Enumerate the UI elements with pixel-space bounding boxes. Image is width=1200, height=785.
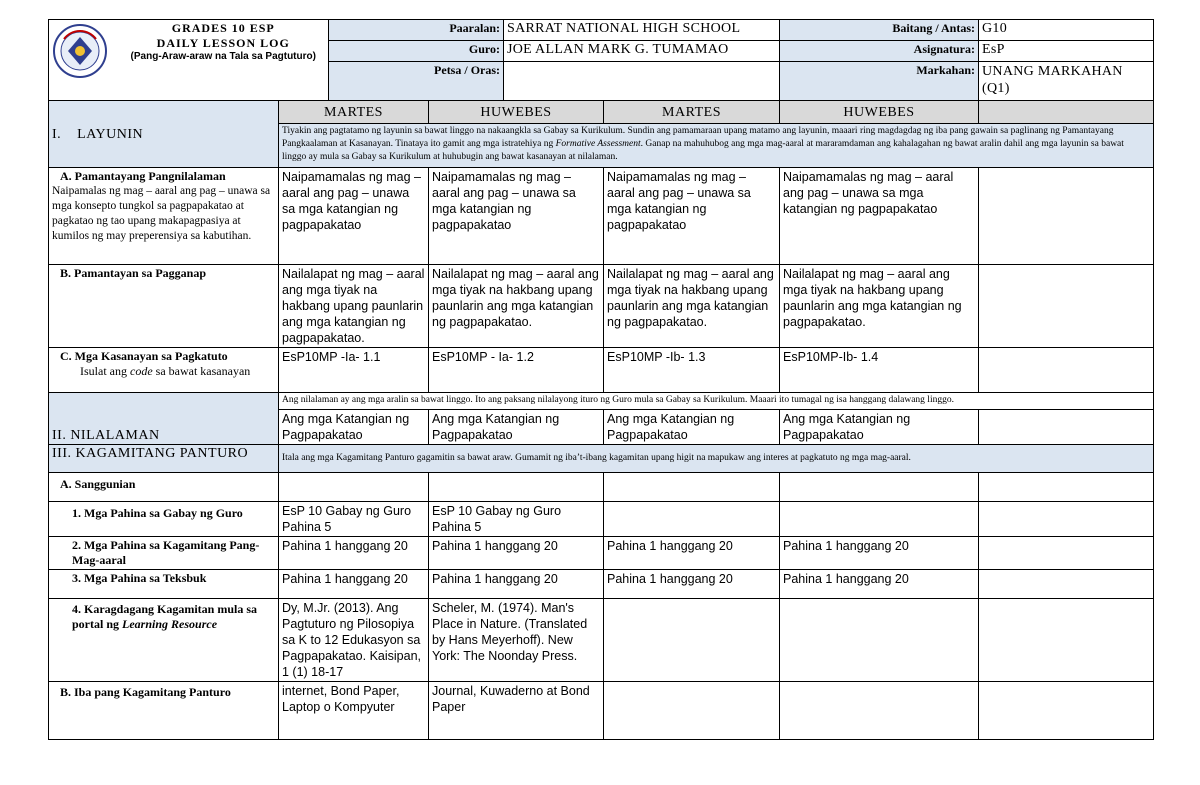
teksbuk-label-cell [49, 570, 279, 599]
guro-label: Guro: [329, 41, 504, 62]
sanggunian-cell-2 [429, 473, 604, 502]
karagdagan-cell-2: Scheler, M. (1974). Man's Place in Nature. (Translated by Hans Meyerhoff). New York: The Noonday Press. [429, 599, 604, 682]
kagamitang-pang-cell-2: Pahina 1 hanggang 20 [429, 537, 604, 570]
kasanayan-label-cell [49, 348, 279, 393]
day-header-5 [979, 101, 1154, 124]
pangnilalaman-cell-3: Naipamamalas ng mag – aaral ang pag – unawa sa mga katangian ng pagpapakatao [604, 168, 780, 265]
logo-cell [49, 20, 119, 101]
baitang-label: Baitang / Antas: [780, 20, 979, 41]
title-cell [119, 20, 329, 101]
kasanayan-cell-4: EsP10MP-Ib- 1.4 [780, 348, 979, 393]
iba-pa-cell-1: internet, Bond Paper, Laptop o Kompyuter [279, 682, 429, 740]
deped-seal-icon [52, 21, 108, 81]
gabay-cell-5 [979, 502, 1154, 537]
kasanayan-cell-5 [979, 348, 1154, 393]
teksbuk-cell-4: Pahina 1 hanggang 20 [780, 570, 979, 599]
dll-table [48, 19, 1154, 740]
markahan-label: Markahan: [780, 62, 979, 101]
kagamitan-note: Itala ang mga Kagamitang Panturo gagamitin sa bawat araw. Gumamit ng iba’t-ibang kagamitan upang higit na mapukaw ang interes at pagkatuto ng mga mag-aaral. [279, 445, 1154, 473]
day-header-4: HUWEBES [780, 101, 979, 124]
nilalaman-heading: II. NILALAMAN [52, 428, 160, 443]
pagganap-label-cell [49, 265, 279, 348]
karagdagan-label-cell [49, 599, 279, 682]
kagamitang-pang-cell-3: Pahina 1 hanggang 20 [604, 537, 780, 570]
guro-value: JOE ALLAN MARK G. TUMAMAO [504, 41, 780, 62]
kasanayan-cell-2: EsP10MP - Ia- 1.2 [429, 348, 604, 393]
kasanayan-cell-1: EsP10MP -Ia- 1.1 [279, 348, 429, 393]
sanggunian-cell-1 [279, 473, 429, 502]
iba-pa-cell-2: Journal, Kuwaderno at Bond Paper [429, 682, 604, 740]
gabay-label-cell [49, 502, 279, 537]
pangnilalaman-cell-1: Naipamamalas ng mag – aaral ang pag – unawa sa mga katangian ng pagpapakatao [279, 168, 429, 265]
nilalaman-cell-3: Ang mga Katangian ng Pagpapakatao [604, 410, 780, 445]
pangnilalaman-label: A. Pamantayang Pangnilalaman [60, 169, 226, 183]
nilalaman-cell-5 [979, 410, 1154, 445]
iba-pa-label: B. Iba pang Kagamitang Panturo [60, 685, 231, 699]
pagganap-cell-5 [979, 265, 1154, 348]
sanggunian-cell-5 [979, 473, 1154, 502]
kasanayan-desc: Isulat ang code sa bawat kasanayan [80, 364, 251, 378]
karagdagan-cell-5 [979, 599, 1154, 682]
gabay-cell-2: EsP 10 Gabay ng Guro Pahina 5 [429, 502, 604, 537]
pagganap-cell-1: Nailalapat ng mag – aaral ang mga tiyak na hakbang upang paunlarin ang mga katangian ng pagpapakatao. [279, 265, 429, 348]
sanggunian-label: A. Sanggunian [60, 477, 136, 491]
teksbuk-cell-5 [979, 570, 1154, 599]
karagdagan-cell-4 [780, 599, 979, 682]
sanggunian-cell-3 [604, 473, 780, 502]
title-dll: DAILY LESSON LOG [156, 36, 290, 50]
pangnilalaman-cell-2: Naipamamalas ng mag – aaral ang pag – unawa sa mga katangian ng pagpapakatao [429, 168, 604, 265]
teksbuk-cell-3: Pahina 1 hanggang 20 [604, 570, 780, 599]
asignatura-value: EsP [979, 41, 1154, 62]
teksbuk-cell-2: Pahina 1 hanggang 20 [429, 570, 604, 599]
kasanayan-cell-3: EsP10MP -Ib- 1.3 [604, 348, 780, 393]
day-header-2: HUWEBES [429, 101, 604, 124]
markahan-value: UNANG MARKAHAN (Q1) [979, 62, 1154, 101]
layunin-heading: I. LAYUNIN [52, 126, 144, 142]
title-grades: GRADES 10 ESP [171, 21, 275, 35]
pangnilalaman-label-cell [49, 168, 279, 265]
sanggunian-cell-4 [780, 473, 979, 502]
iba-pa-cell-5 [979, 682, 1154, 740]
iba-pa-cell-4 [780, 682, 979, 740]
pangnilalaman-desc: Naipamalas ng mag – aaral ang pag – unawa sa mga konsepto tungkol sa pagpapakatao at pagkatao ng tao upang makapagpasiya at kumilos ng may preperensiya sa kabutihan. [52, 185, 271, 242]
gabay-cell-1: EsP 10 Gabay ng Guro Pahina 5 [279, 502, 429, 537]
teksbuk-label: 3. Mga Pahina sa Teksbuk [72, 571, 207, 585]
gabay-cell-4 [780, 502, 979, 537]
paaralan-value: SARRAT NATIONAL HIGH SCHOOL [504, 20, 780, 41]
petsa-value [504, 62, 780, 101]
iba-pa-label-cell [49, 682, 279, 740]
asignatura-label: Asignatura: [780, 41, 979, 62]
paaralan-label: Paaralan: [329, 20, 504, 41]
gabay-cell-3 [604, 502, 780, 537]
petsa-label: Petsa / Oras: [329, 62, 504, 101]
iba-pa-cell-3 [604, 682, 780, 740]
kagamitan-heading-cell [49, 445, 279, 473]
kagamitang-pang-cell-1: Pahina 1 hanggang 20 [279, 537, 429, 570]
title-subtitle: (Pang-Araw-araw na Tala sa Pagtuturo) [130, 51, 316, 62]
pangnilalaman-cell-5 [979, 168, 1154, 265]
pagganap-cell-3: Nailalapat ng mag – aaral ang mga tiyak na hakbang upang paunlarin ang mga katangian ng pagpapakatao. [604, 265, 780, 348]
kagamitang-pang-cell-4: Pahina 1 hanggang 20 [780, 537, 979, 570]
gabay-label: 1. Mga Pahina sa Gabay ng Guro [72, 506, 243, 520]
nilalaman-note: Ang nilalaman ay ang mga aralin sa bawat linggo. Ito ang paksang nilalayong ituro ng Guro mula sa Gabay sa Kurikulum. Maaari ito tumagal ng isa hanggang dalawang linggo. [279, 393, 1154, 410]
kagamitang-pang-cell-5 [979, 537, 1154, 570]
karagdagan-label: 4. Karagdagang Kagamitan mula sa portal ng Learning Resource [72, 602, 258, 631]
kagamitan-heading: III. KAGAMITANG PANTURO [52, 446, 249, 461]
pagganap-cell-4: Nailalapat ng mag – aaral ang mga tiyak na hakbang upang paunlarin ang mga katangian ng pagpapakatao. [780, 265, 979, 348]
layunin-note: Tiyakin ang pagtatamo ng layunin sa bawat linggo na nakaangkla sa Gabay sa Kurikulum. Sundin ang pamamaraan upang matamo ang layunin, maaari ring magdagdag ng iba pang gawain sa paglinang ng Pamantayang Pangkaalaman at Kasanayan. Tinataya ito gamit ang mga istratehiya ng Formative Assessment. Ganap na mahuhubog ang mga mag-aaral at mararamdaman ang kahalagahan ng bawat aralin dahil ang mga layunin sa bawat linggo ay mula sa Gabay sa Kurikulum at huhubugin ang bawat kasanayan at nilalaman. [279, 124, 1154, 168]
nilalaman-cell-1: Ang mga Katangian ng Pagpapakatao [279, 410, 429, 445]
nilalaman-cell-4: Ang mga Katangian ng Pagpapakatao [780, 410, 979, 445]
kagamitang-pang-label-cell [49, 537, 279, 570]
nilalaman-heading-cell [49, 393, 279, 445]
baitang-value: G10 [979, 20, 1154, 41]
sanggunian-label-cell [49, 473, 279, 502]
day-header-1: MARTES [279, 101, 429, 124]
pagganap-cell-2: Nailalapat ng mag – aaral ang mga tiyak na hakbang upang paunlarin ang mga katangian ng pagpapakatao. [429, 265, 604, 348]
day-header-3: MARTES [604, 101, 780, 124]
karagdagan-cell-1: Dy, M.Jr. (2013). Ang Pagtuturo ng Pilosopiya sa K to 12 Edukasyon sa Pagpapakatao. Kaisipan, 1 (1) 18-17 [279, 599, 429, 682]
kagamitang-pang-label: 2. Mga Pahina sa Kagamitang Pang-Mag-aaral [72, 538, 260, 567]
layunin-heading-cell [49, 101, 279, 168]
teksbuk-cell-1: Pahina 1 hanggang 20 [279, 570, 429, 599]
nilalaman-cell-2: Ang mga Katangian ng Pagpapakatao [429, 410, 604, 445]
karagdagan-cell-3 [604, 599, 780, 682]
pangnilalaman-cell-4: Naipamamalas ng mag – aaral ang pag – unawa sa mga katangian ng pagpapakatao [780, 168, 979, 265]
pagganap-label: B. Pamantayan sa Pagganap [60, 266, 207, 280]
daily-lesson-log [48, 19, 1153, 740]
kasanayan-label: C. Mga Kasanayan sa Pagkatuto [60, 349, 228, 363]
